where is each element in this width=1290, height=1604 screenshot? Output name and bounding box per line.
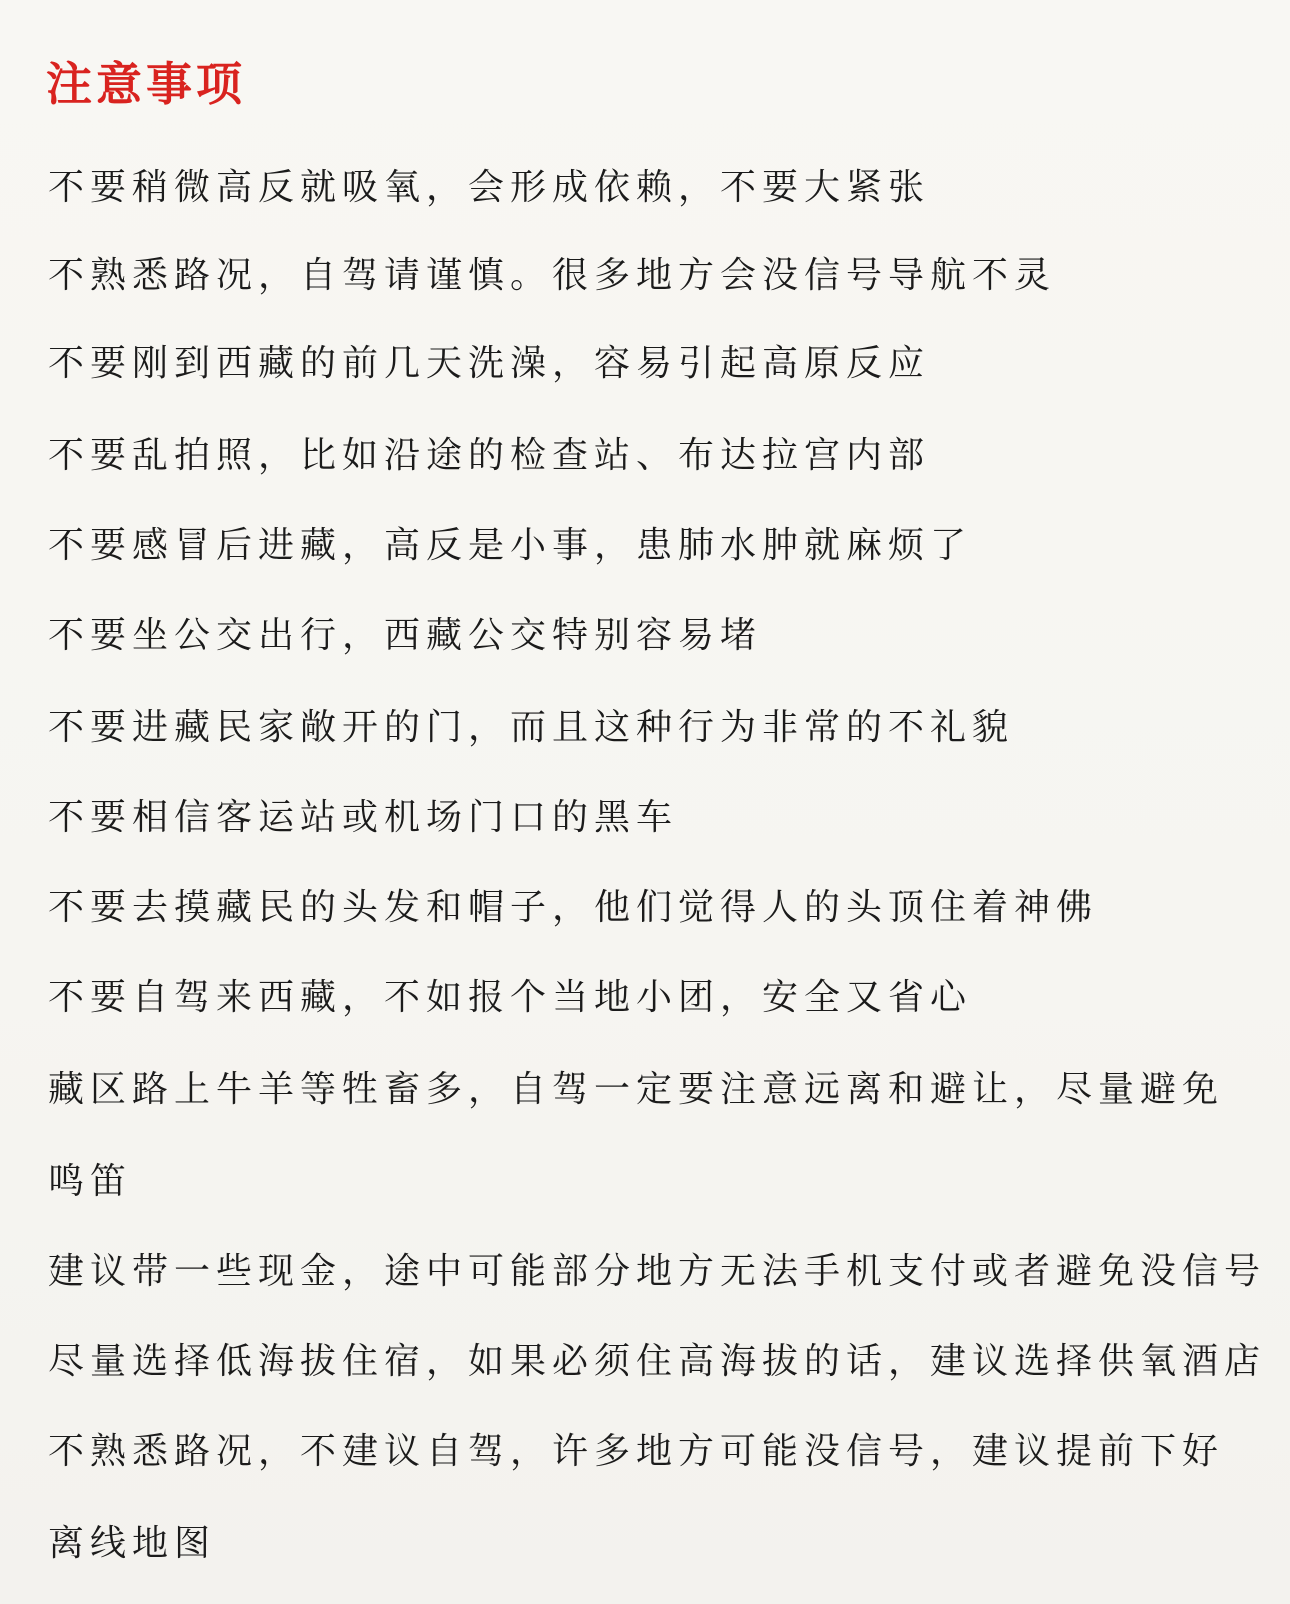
note-item: 不要相信客运站或机场门口的黑车 [48, 797, 679, 838]
note-item: 不要坐公交出行，西藏公交特别容易堵 [48, 615, 763, 656]
note-item: 尽量选择低海拔住宿，如果必须住高海拔的话，建议选择供氧酒店 [48, 1341, 1267, 1382]
note-item: 建议带一些现金，途中可能部分地方无法手机支付或者避免没信号 [48, 1251, 1267, 1292]
note-item: 不要刚到西藏的前几天洗澡，容易引起高原反应 [48, 343, 931, 384]
note-item: 不熟悉路况，不建议自驾，许多地方可能没信号，建议提前下好离线地图 [48, 1431, 1225, 1564]
note-item: 不要自驾来西藏，不如报个当地小团，安全又省心 [48, 977, 973, 1018]
note-item: 不要进藏民家敞开的门，而且这种行为非常的不礼貌 [48, 707, 1015, 748]
note-item: 不熟悉路况，自驾请谨慎。很多地方会没信号导航不灵 [48, 255, 1057, 296]
note-item: 不要去摸藏民的头发和帽子，他们觉得人的头顶住着神佛 [48, 887, 1099, 928]
note-item: 藏区路上牛羊等牲畜多，自驾一定要注意远离和避让，尽量避免鸣笛 [48, 1069, 1225, 1202]
note-item: 不要稍微高反就吸氧，会形成依赖，不要大紧张 [48, 167, 931, 208]
note-item: 不要感冒后进藏，高反是小事，患肺水肿就麻烦了 [48, 525, 973, 566]
note-item: 不要乱拍照，比如沿途的检查站、布达拉宫内部 [48, 435, 931, 476]
page-title: 注意事项 [46, 57, 246, 111]
